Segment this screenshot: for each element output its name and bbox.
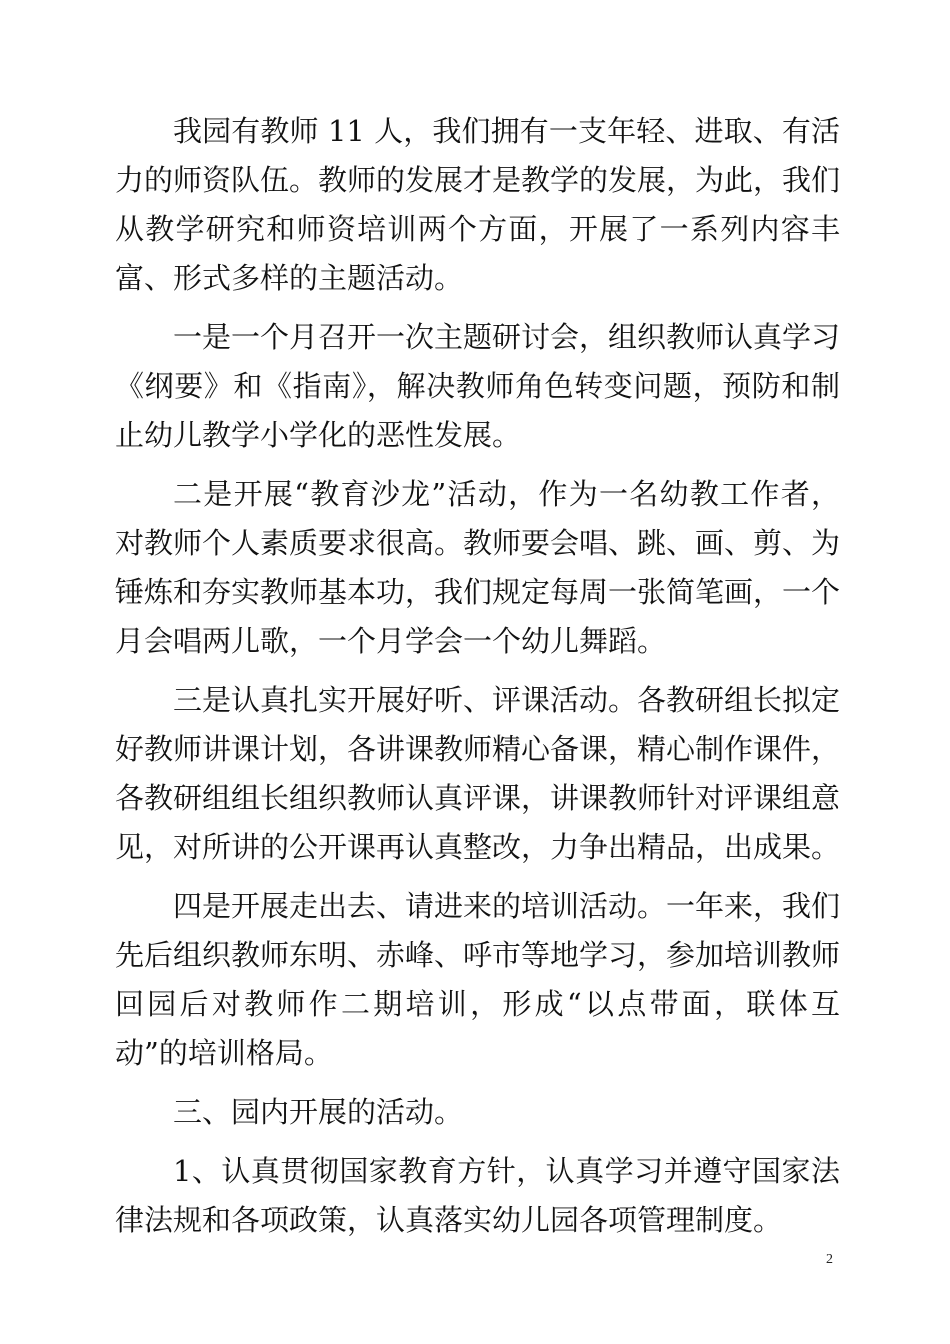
page-number: 2 [826,1252,833,1267]
paragraph-training: 四是开展走出去、请进来的培训活动。一年来，我们先后组织教师东明、赤峰、呼市等地学习，参加培训教师回园后对教师作二期培训，形成“以点带面，联体互动”的培训格局。 [115,889,841,1070]
paragraph-seminar: 一是一个月召开一次主题研讨会，组织教师认真学习《纲要》和《指南》，解决教师角色转变问题，预防和制止幼儿教学小学化的恶性发展。 [115,320,841,452]
section-heading-activities: 三、园内开展的活动。 [173,1095,464,1129]
paragraph-teacher-team: 我园有教师 11 人，我们拥有一支年轻、进取、有活力的师资队伍。教师的发展才是教学的发展，为此，我们从教学研究和师资培训两个方面，开展了一系列内容丰富、形式多样的主题活动。 [115,114,841,295]
paragraph-lecture-review: 三是认真扎实开展好听、评课活动。各教研组长拟定好教师讲课计划，各讲课教师精心备课，精心制作课件，各教研组组长组织教师认真评课，讲课教师针对评课组意见，对所讲的公开课再认真整改，力争出精品，出成果。 [115,683,841,864]
paragraph-salon: 二是开展“教育沙龙”活动，作为一名幼教工作者，对教师个人素质要求很高。教师要会唱、跳、画、剪、为锤炼和夯实教师基本功，我们规定每周一张简笔画，一个月会唱两儿歌，一个月学会一个幼儿舞蹈。 [115,477,841,658]
paragraph-policy: 1、认真贯彻国家教育方针，认真学习并遵守国家法律法规和各项政策，认真落实幼儿园各项管理制度。 [115,1154,840,1237]
document-body [115,107,840,1245]
